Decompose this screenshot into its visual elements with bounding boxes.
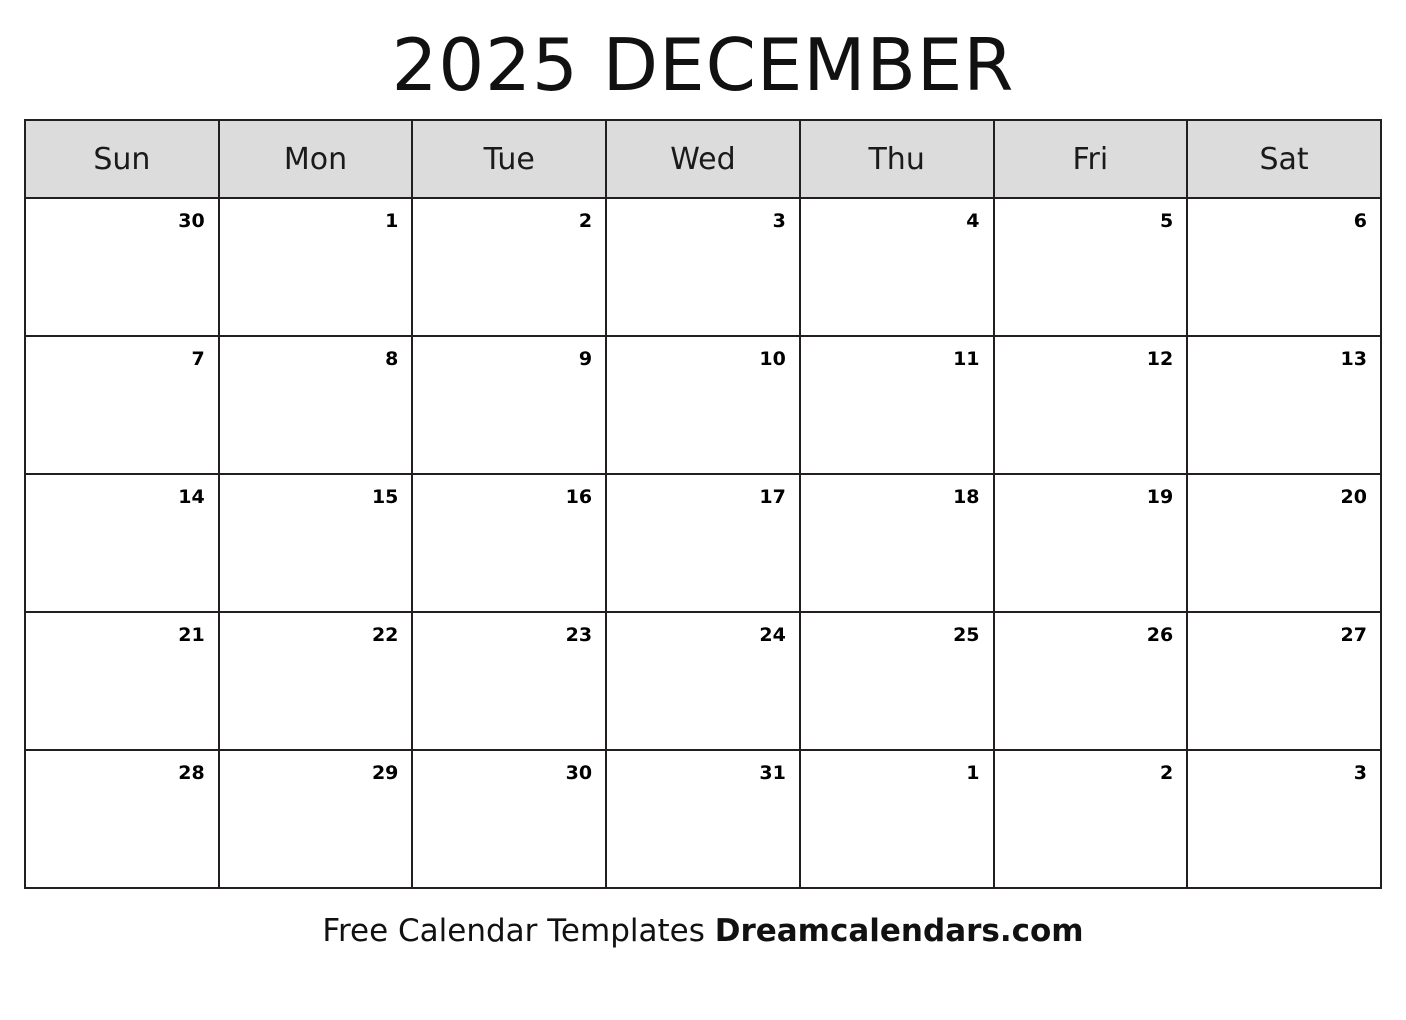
calendar-weekday-header	[25, 120, 1381, 198]
day-cell[interactable]	[1187, 336, 1381, 474]
day-number: 14	[178, 486, 205, 509]
day-number: 19	[1146, 486, 1174, 509]
weekday-mon: Mon	[219, 120, 413, 198]
day-number: 21	[178, 624, 205, 647]
weekday-thu: Thu	[800, 120, 994, 198]
day-cell[interactable]	[219, 612, 413, 750]
day-number: 13	[1340, 348, 1367, 371]
day-cell[interactable]	[800, 336, 994, 474]
day-cell[interactable]	[219, 336, 413, 474]
day-cell[interactable]	[800, 474, 994, 612]
day-number: 29	[371, 762, 399, 785]
page-title: 2025 DECEMBER	[391, 23, 1015, 107]
day-cell[interactable]	[606, 336, 800, 474]
day-number: 15	[371, 486, 399, 509]
day-cell[interactable]	[606, 612, 800, 750]
day-cell[interactable]	[25, 198, 219, 336]
day-number: 11	[953, 348, 980, 371]
day-number: 16	[565, 486, 593, 509]
calendar-week-row	[25, 612, 1381, 750]
calendar-week-row	[25, 474, 1381, 612]
day-cell[interactable]	[412, 474, 606, 612]
weekday-row	[25, 120, 1381, 198]
day-number: 31	[759, 762, 786, 785]
footer-tagline: Free Calendar Templates	[322, 913, 715, 950]
day-number: 27	[1340, 624, 1367, 647]
day-number: 17	[759, 486, 786, 509]
day-number: 18	[953, 486, 980, 509]
day-cell[interactable]	[994, 198, 1188, 336]
day-number: 30	[178, 210, 205, 233]
day-cell[interactable]	[800, 612, 994, 750]
day-cell[interactable]	[994, 474, 1188, 612]
day-number: 1	[966, 762, 980, 785]
weekday-tue: Tue	[412, 120, 606, 198]
day-cell[interactable]	[994, 336, 1188, 474]
day-number: 3	[1353, 762, 1367, 785]
day-number: 2	[578, 210, 593, 233]
day-number: 20	[1340, 486, 1367, 509]
day-number: 1	[385, 210, 399, 233]
day-cell[interactable]	[219, 750, 413, 888]
day-number: 28	[178, 762, 205, 785]
day-number: 3	[772, 210, 786, 233]
calendar-week-row	[25, 750, 1381, 888]
day-cell[interactable]	[412, 750, 606, 888]
day-cell[interactable]	[994, 750, 1188, 888]
day-cell[interactable]	[606, 198, 800, 336]
footer-credit	[0, 913, 1406, 949]
footer-brand: Dreamcalendars.com	[714, 913, 1084, 950]
day-cell[interactable]	[1187, 474, 1381, 612]
calendar-grid	[24, 119, 1382, 889]
calendar-body	[25, 198, 1381, 888]
day-cell[interactable]	[1187, 198, 1381, 336]
day-cell[interactable]	[412, 336, 606, 474]
day-cell[interactable]	[800, 198, 994, 336]
day-number: 23	[565, 624, 593, 647]
day-cell[interactable]	[219, 474, 413, 612]
day-number: 22	[371, 624, 399, 647]
day-cell[interactable]	[25, 750, 219, 888]
day-cell[interactable]	[25, 612, 219, 750]
day-number: 4	[966, 210, 980, 233]
day-cell[interactable]	[219, 198, 413, 336]
day-cell[interactable]	[1187, 750, 1381, 888]
weekday-sun: Sun	[25, 120, 219, 198]
day-number: 9	[578, 348, 593, 371]
day-cell[interactable]	[412, 612, 606, 750]
calendar-week-row	[25, 198, 1381, 336]
day-number: 30	[565, 762, 593, 785]
weekday-fri: Fri	[994, 120, 1188, 198]
day-cell[interactable]	[1187, 612, 1381, 750]
day-cell[interactable]	[25, 474, 219, 612]
day-number: 5	[1159, 210, 1174, 233]
day-cell[interactable]	[994, 612, 1188, 750]
day-number: 6	[1353, 210, 1367, 233]
day-number: 7	[191, 348, 205, 371]
day-number: 12	[1146, 348, 1174, 371]
day-number: 10	[759, 348, 786, 371]
day-number: 26	[1146, 624, 1174, 647]
day-cell[interactable]	[606, 750, 800, 888]
day-number: 25	[953, 624, 980, 647]
weekday-wed: Wed	[606, 120, 800, 198]
day-cell[interactable]	[800, 750, 994, 888]
day-number: 24	[759, 624, 786, 647]
day-number: 8	[385, 348, 399, 371]
weekday-sat: Sat	[1187, 120, 1381, 198]
day-cell[interactable]	[606, 474, 800, 612]
day-cell[interactable]	[25, 336, 219, 474]
day-number: 2	[1159, 762, 1174, 785]
day-cell[interactable]	[412, 198, 606, 336]
calendar-week-row	[25, 336, 1381, 474]
